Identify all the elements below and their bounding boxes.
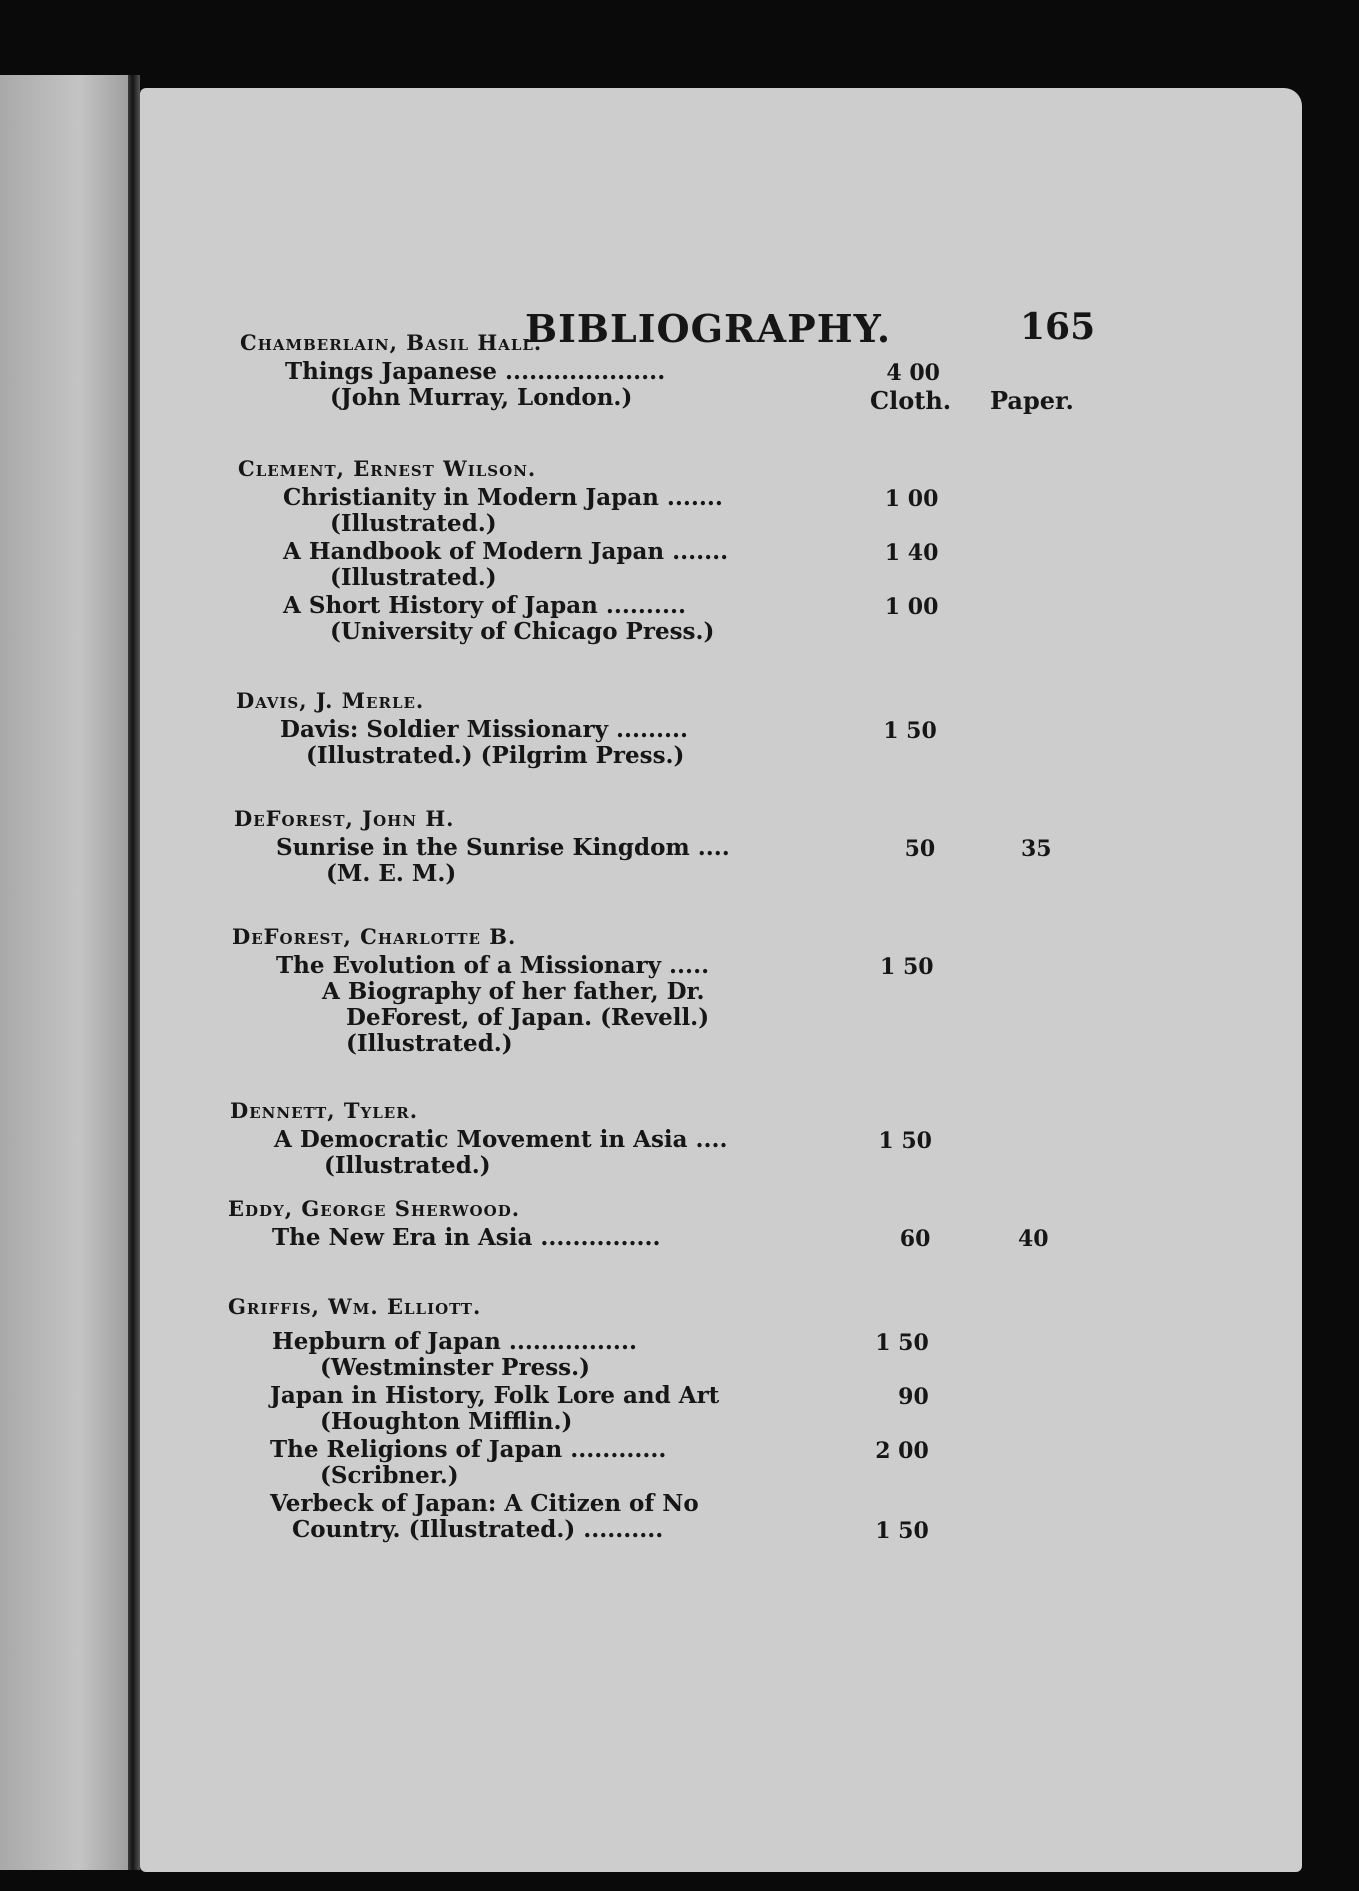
work-note: (M. E. M.) <box>326 860 457 887</box>
paper-price: 40 <box>1018 1226 1049 1252</box>
work-note: (Illustrated.) <box>330 564 497 591</box>
author-name: DeForest, John H. <box>234 806 455 831</box>
work-title: Davis: Soldier Missionary ......... <box>280 716 689 743</box>
column-heading-paper: Paper. <box>990 386 1074 415</box>
cloth-price: 1 50 <box>878 1128 932 1154</box>
work-title: A Short History of Japan .......... <box>283 592 686 619</box>
work-title: Things Japanese .................... <box>285 358 666 385</box>
cloth-price: 1 50 <box>875 1518 929 1544</box>
cloth-price: 1 40 <box>884 540 939 566</box>
book-gutter <box>128 75 140 1870</box>
work-title: The Evolution of a Missionary ..... <box>276 952 710 979</box>
paper-price: 35 <box>1021 836 1052 862</box>
author-name: DeForest, Charlotte B. <box>232 924 517 949</box>
cloth-price: 1 00 <box>884 486 939 512</box>
page-heading: BIBLIOGRAPHY. <box>525 306 892 351</box>
work-note: (John Murray, London.) <box>330 384 633 411</box>
cloth-price: 90 <box>898 1384 929 1410</box>
cloth-price: 50 <box>904 836 936 862</box>
work-title: Christianity in Modern Japan ....... <box>283 484 723 511</box>
left-page-edge <box>0 75 132 1870</box>
work-note: DeForest, of Japan. (Revell.) <box>346 1004 710 1031</box>
work-note: (Illustrated.) (Pilgrim Press.) <box>306 742 685 769</box>
work-note: (University of Chicago Press.) <box>330 618 715 645</box>
work-note: (Westminster Press.) <box>320 1354 591 1381</box>
cloth-price: 1 50 <box>875 1330 929 1356</box>
work-title: Sunrise in the Sunrise Kingdom .... <box>276 834 730 861</box>
author-name: Davis, J. Merle. <box>236 688 425 713</box>
column-heading-cloth: Cloth. <box>870 386 952 415</box>
book-page <box>140 88 1302 1872</box>
work-title: Japan in History, Folk Lore and Art <box>270 1382 720 1409</box>
author-name: Clement, Ernest Wilson. <box>238 456 537 481</box>
work-note: (Illustrated.) <box>324 1152 491 1179</box>
work-note: (Illustrated.) <box>330 510 497 537</box>
cloth-price: 1 00 <box>884 594 939 620</box>
work-title: Hepburn of Japan ................ <box>272 1328 637 1355</box>
author-name: Chamberlain, Basil Hall. <box>240 330 543 355</box>
page-number: 165 <box>1020 306 1096 348</box>
cloth-price: 2 00 <box>875 1438 929 1464</box>
work-title: The New Era in Asia ............... <box>272 1224 661 1251</box>
cloth-price: 60 <box>899 1226 931 1252</box>
work-title: Country. (Illustrated.) .......... <box>292 1516 664 1543</box>
author-name: Eddy, George Sherwood. <box>228 1196 521 1221</box>
work-note: (Houghton Mifflin.) <box>320 1408 573 1435</box>
work-note: (Scribner.) <box>320 1462 459 1489</box>
cloth-price: 1 50 <box>883 718 937 744</box>
author-name: Dennett, Tyler. <box>230 1098 419 1123</box>
author-name: Griffis, Wm. Elliott. <box>228 1294 482 1319</box>
work-title: Verbeck of Japan: A Citizen of No <box>270 1490 699 1517</box>
cloth-price: 4 00 <box>886 360 940 386</box>
work-title: A Handbook of Modern Japan ....... <box>283 538 729 565</box>
bibliography-list <box>140 88 1302 1872</box>
work-title: A Democratic Movement in Asia .... <box>274 1126 728 1153</box>
work-note: (Illustrated.) <box>346 1030 513 1057</box>
cloth-price: 1 50 <box>880 954 934 980</box>
work-title: The Religions of Japan ............ <box>270 1436 667 1463</box>
work-note: A Biography of her father, Dr. <box>322 978 705 1005</box>
